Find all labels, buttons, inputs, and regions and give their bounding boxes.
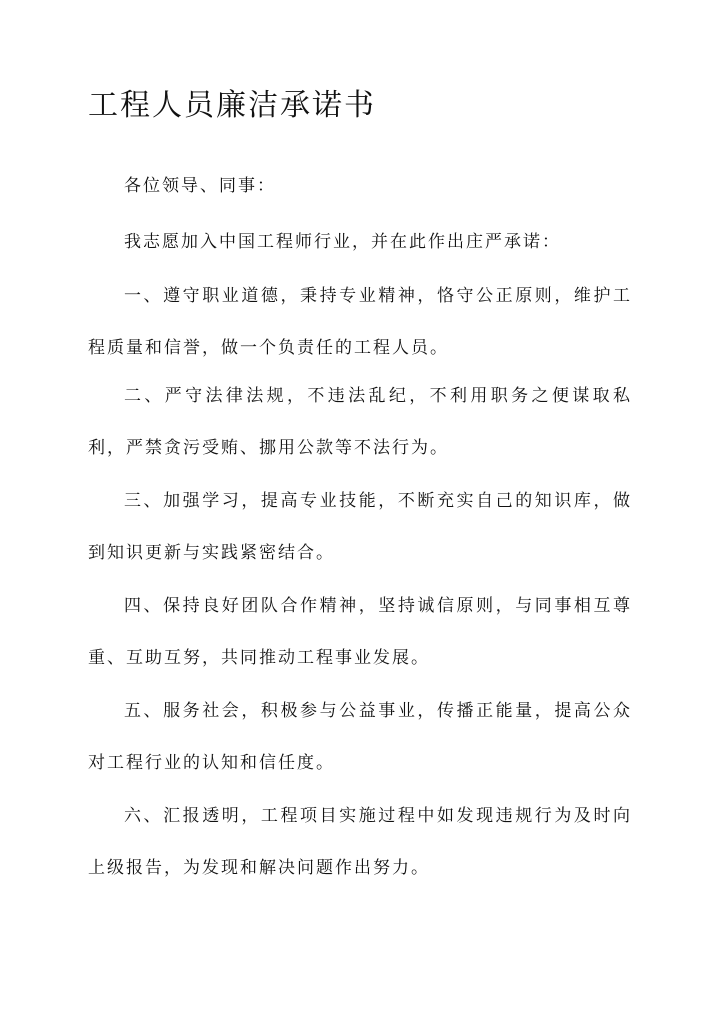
commitment-paragraph-4: 四、保持良好团队合作精神，坚持诚信原则，与同事相互尊重、互助互努，共同推动工程事业发展。 (88, 596, 632, 668)
greeting-paragraph: 各位领导、同事： (124, 176, 276, 196)
commitment-paragraph-1: 一、遵守职业道德，秉持专业精神，恪守公正原则，维护工程质量和信誉，做一个负责任的工程人员。 (88, 286, 632, 358)
intro-paragraph: 我志愿加入中国工程师行业，并在此作出庄严承诺： (124, 232, 561, 252)
commitment-paragraph-6: 六、汇报透明，工程项目实施过程中如发现违规行为及时向上级报告，为发现和解决问题作出努力。 (88, 806, 632, 878)
commitment-paragraph-2: 二、严守法律法规，不违法乱纪，不利用职务之便谋取私利，严禁贪污受贿、挪用公款等不法行为。 (88, 386, 632, 458)
commitment-paragraph-5: 五、服务社会，积极参与公益事业，传播正能量，提高公众对工程行业的认知和信任度。 (88, 701, 632, 773)
document-title: 工程人员廉洁承诺书 (88, 88, 376, 123)
commitment-paragraph-3: 三、加强学习，提高专业技能，不断充实自己的知识库，做到知识更新与实践紧密结合。 (88, 491, 632, 563)
